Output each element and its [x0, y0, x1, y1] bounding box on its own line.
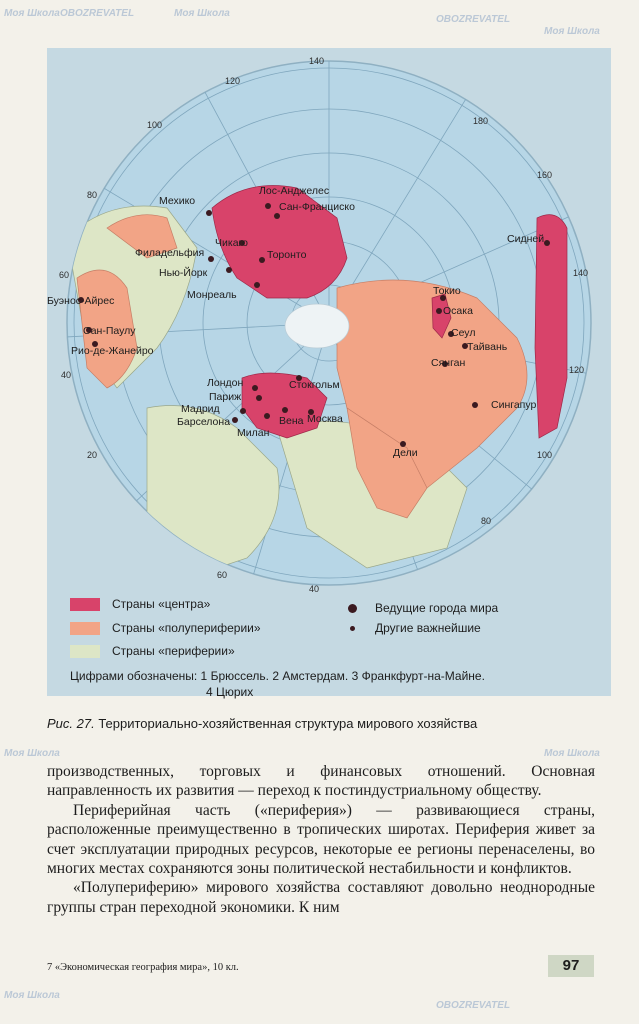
city-label: Сан-Франциско — [279, 201, 355, 213]
city-label: Филадельфия — [135, 247, 205, 259]
deg-label: 40 — [61, 370, 72, 380]
city-label: Вена — [279, 415, 304, 427]
city-label: Париж — [209, 391, 242, 403]
paragraph: Периферийная часть («периферия») — развивающиеся страны, расположенные преимущественно в тропических широтах. Периферия живет за счет эксплуатации природных ресурсов, некоторые ее регионы перенаселены, во многих местах сохраняются зоны политической нестабильности и конфликтов. — [47, 801, 595, 878]
other-city-dot-icon — [350, 626, 355, 631]
legend-item-semiperiphery — [70, 621, 261, 635]
legend-label: Страны «периферии» — [112, 644, 235, 658]
deg-label: 60 — [217, 570, 228, 580]
city-label: Чикаго — [215, 237, 248, 249]
watermark: Моя Школа — [174, 8, 230, 19]
deg-label: 80 — [481, 516, 492, 526]
city-label: Сянган — [431, 357, 466, 369]
legend-note-2: 4 Цюрих — [206, 685, 254, 699]
periphery-swatch — [70, 645, 100, 658]
center-swatch — [70, 598, 100, 611]
city-label: Мехико — [159, 195, 196, 207]
deg-label: 20 — [87, 450, 98, 460]
paragraph: «Полупериферию» мирового хозяйства составляют довольно неоднородные группы стран переходной экономики. К ним — [47, 879, 595, 916]
watermark: OBOZREVATEL — [60, 8, 135, 19]
city-label: Милан — [237, 427, 270, 439]
city-label: Осака — [443, 305, 473, 317]
page-footer: 7 «Экономическая география мира», 10 кл. — [47, 962, 239, 973]
legend-item-major-cities — [348, 601, 498, 615]
city-label: Сан-Паулу — [83, 325, 136, 337]
watermark: Моя Школа — [544, 26, 600, 37]
deg-label: 120 — [569, 365, 585, 375]
legend-item-other-cities — [348, 621, 481, 635]
watermark: Моя Школа — [4, 8, 60, 19]
city-label: Москва — [307, 413, 343, 425]
city-label: Токио — [433, 285, 461, 297]
watermark: OBOZREVATEL — [436, 1000, 511, 1011]
deg-label: 120 — [225, 76, 241, 86]
body-text — [47, 762, 595, 917]
city-label: Сеул — [451, 327, 476, 339]
page-number: 97 — [548, 955, 594, 977]
city-label: Барселона — [177, 416, 231, 428]
polar-map — [47, 48, 611, 596]
city-label: Лондон — [207, 377, 244, 389]
deg-label: 160 — [537, 170, 553, 180]
city-label: Сидней — [507, 233, 545, 245]
figure-title: Территориально-хозяйственная структура мирового хозяйства — [94, 716, 478, 731]
major-city-dot-icon — [348, 604, 357, 613]
city-label: Монреаль — [187, 289, 237, 301]
city-label: Торонто — [267, 249, 307, 261]
watermark: Моя Школа — [4, 990, 60, 1001]
deg-label: 180 — [473, 116, 489, 126]
city-label: Дели — [393, 447, 418, 459]
figure-caption — [47, 716, 477, 731]
deg-label: 140 — [573, 268, 589, 278]
deg-label: 140 — [309, 56, 325, 66]
semiperiphery-swatch — [70, 622, 100, 635]
city-label: Мадрид — [181, 403, 220, 415]
legend-label: Страны «центра» — [112, 597, 211, 611]
watermark: Моя Школа — [4, 748, 60, 759]
city-label: Нью-Йорк — [159, 267, 208, 279]
paragraph: производственных, торговых и финансовых отношений. Основная направленность их развития — переход к постиндустриальному обществу. — [47, 763, 595, 800]
legend-label: Другие важнейшие — [375, 621, 481, 635]
deg-label: 60 — [59, 270, 70, 280]
city-label: Рио-де-Жанейро — [71, 345, 154, 357]
legend-note: Цифрами обозначены: 1 Брюссель. 2 Амстердам. 3 Франкфурт-на-Майне. — [70, 669, 485, 683]
watermark: Моя Школа — [544, 748, 600, 759]
legend-item-periphery — [70, 644, 235, 658]
deg-label: 100 — [147, 120, 163, 130]
deg-label: 40 — [309, 584, 320, 594]
city-label: Лос-Анджелес — [259, 185, 330, 197]
deg-label: 80 — [87, 190, 98, 200]
watermark: OBOZREVATEL — [436, 14, 511, 25]
legend-item-center — [70, 597, 210, 611]
city-label: Тайвань — [467, 341, 508, 353]
city-label: Сингапур — [491, 399, 537, 411]
city-label: Стокгольм — [289, 379, 340, 391]
city-label: Буэнос-Айрес — [47, 295, 115, 307]
arctic-ice — [285, 304, 349, 348]
deg-label: 100 — [537, 450, 553, 460]
legend-label: Страны «полупериферии» — [112, 621, 261, 635]
legend-label: Ведущие города мира — [375, 601, 499, 615]
figure-number: Рис. 27. — [47, 716, 95, 731]
